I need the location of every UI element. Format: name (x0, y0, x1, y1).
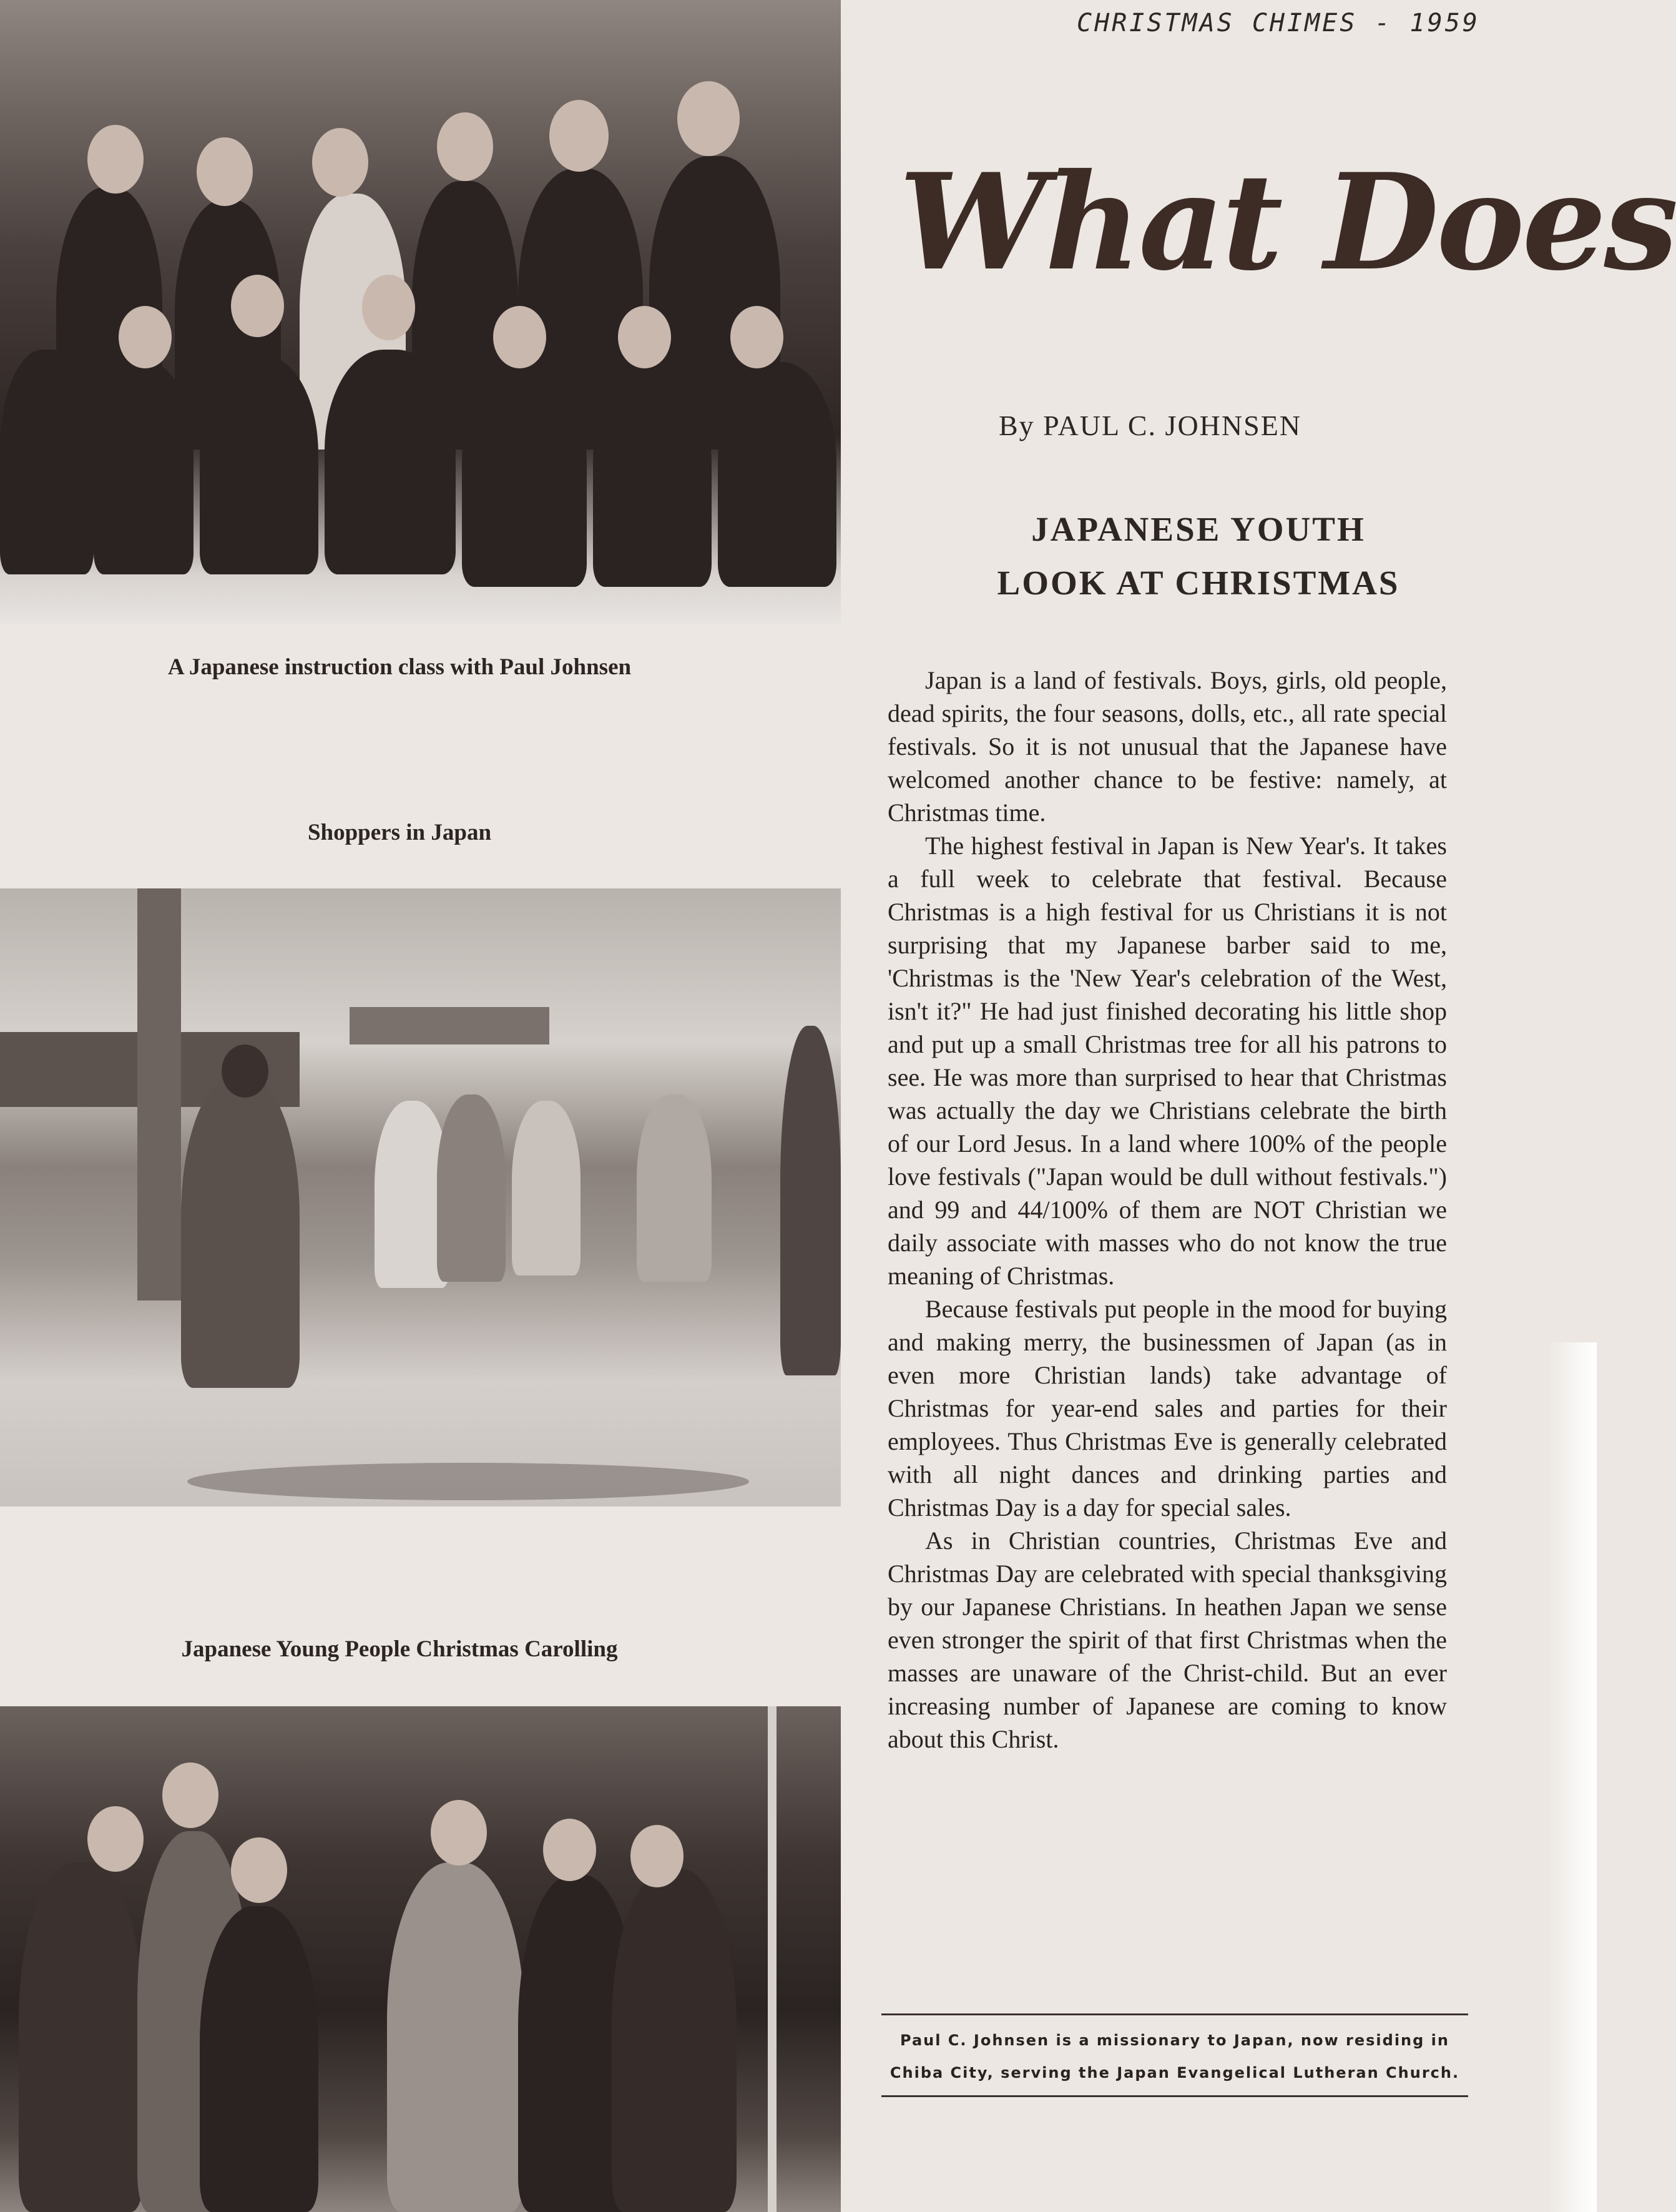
pole-shape (768, 1706, 777, 2212)
person-figure (462, 362, 587, 587)
kiosk-roof-shape (350, 1007, 549, 1045)
photo-carolling (0, 1706, 841, 2212)
person-figure (780, 1026, 841, 1375)
person-head (222, 1045, 268, 1098)
person-figure (0, 350, 94, 574)
person-figure (94, 362, 194, 574)
person-head (87, 1806, 144, 1872)
caption-carolling: Japanese Young People Christmas Carolling (181, 1636, 618, 1662)
person-head (119, 306, 172, 368)
person-head (549, 100, 609, 172)
person-head (231, 1837, 287, 1903)
subtitle-line: JAPANESE YOUTH (1031, 510, 1366, 548)
person-head (630, 1825, 684, 1887)
pole-shape (137, 888, 181, 1300)
subtitle-line: LOOK AT CHRISTMAS (997, 564, 1400, 602)
page-title: What Does (899, 144, 1676, 300)
walking-man-figure (181, 1076, 300, 1388)
person-head (231, 275, 284, 337)
author-note-line: Paul C. Johnsen is a missionary to Japan, now residing in (900, 2032, 1449, 2049)
torn-edge (1548, 1342, 1597, 2212)
person-head (618, 306, 671, 368)
person-figure (325, 350, 456, 574)
person-figure (387, 1862, 524, 2212)
person-figure (512, 1101, 581, 1276)
author-note (881, 2013, 1468, 2097)
article-body (888, 664, 1447, 1756)
person-figure (19, 1862, 144, 2212)
person-figure (437, 1094, 506, 1282)
photo-shoppers (0, 888, 841, 1507)
person-head (162, 1762, 218, 1828)
person-head (493, 306, 546, 368)
article-paragraph: As in Christian countries, Christmas Eve and Christmas Day are celebrated with special thanksgiving by our Japanese Christians. In heathen Japan we sense even stronger the spirit of that first Christmas when the masses are unaware of the Christ-child. But an ever increasing number of Japanese are coming to know about this Christ. (888, 1526, 1447, 1753)
person-head (431, 1800, 487, 1865)
person-figure (718, 362, 836, 587)
person-figure (200, 356, 318, 574)
article-paragraph: Because festivals put people in the mood for buying and making merry, the businessmen of Japan (as in even more Christian lands) take advantage of Christmas for year-end sales and parties for their employees. Thus Christmas Eve is generally celebrated with all night dances and drinking parties and Christmas Day is a day for special sales. (888, 1295, 1447, 1521)
byline: By PAUL C. JOHNSEN (999, 410, 1302, 441)
person-head (677, 81, 740, 156)
person-head (730, 306, 783, 368)
shadow-shape (187, 1463, 749, 1500)
caption-instruction-class: A Japanese instruction class with Paul Johnsen (167, 654, 632, 680)
person-figure (593, 362, 712, 587)
person-head (197, 137, 253, 206)
article-paragraph: Japan is a land of festivals. Boys, girls, old people, dead spirits, the four seasons, dolls, etc., all rate special festivals. So it is not unusual that the Japanese have welcomed another chance to be festive: namely, at Christmas time. (888, 666, 1447, 827)
article-subtitle (886, 503, 1511, 610)
person-head (543, 1819, 596, 1881)
handwritten-header-note: CHRISTMAS CHIMES - 1959 (1077, 9, 1480, 37)
photo-instruction-class (0, 0, 841, 624)
person-head (362, 275, 415, 340)
person-head (87, 125, 144, 194)
person-figure (200, 1906, 318, 2212)
person-figure (612, 1869, 737, 2212)
article-paragraph: The highest festival in Japan is New Year's. It takes a full week to celebrate that festival. Because Christmas is a high festival for us Christians it is not surprising that my Japanese barber said to me, 'Christmas is the 'New Year's celebration of the West, isn't it?" He had just finished decorating his little shop and put up a small Christmas tree for all his patrons to see. He was more than surprised to hear that Christmas was actually the day we Christians celebrate the birth of our Lord Jesus. In a land where 100% of the people love festivals ("Japan would be dull without festivals.") and 99 and 44/100% of them are NOT Christian we daily associate with masses who do not know the true meaning of Christmas. (888, 832, 1447, 1290)
person-head (312, 128, 368, 197)
caption-shoppers: Shoppers in Japan (307, 820, 492, 845)
author-note-line: Chiba City, serving the Japan Evangelical Lutheran Church. (889, 2064, 1460, 2082)
person-head (437, 112, 493, 181)
person-figure (637, 1094, 712, 1282)
